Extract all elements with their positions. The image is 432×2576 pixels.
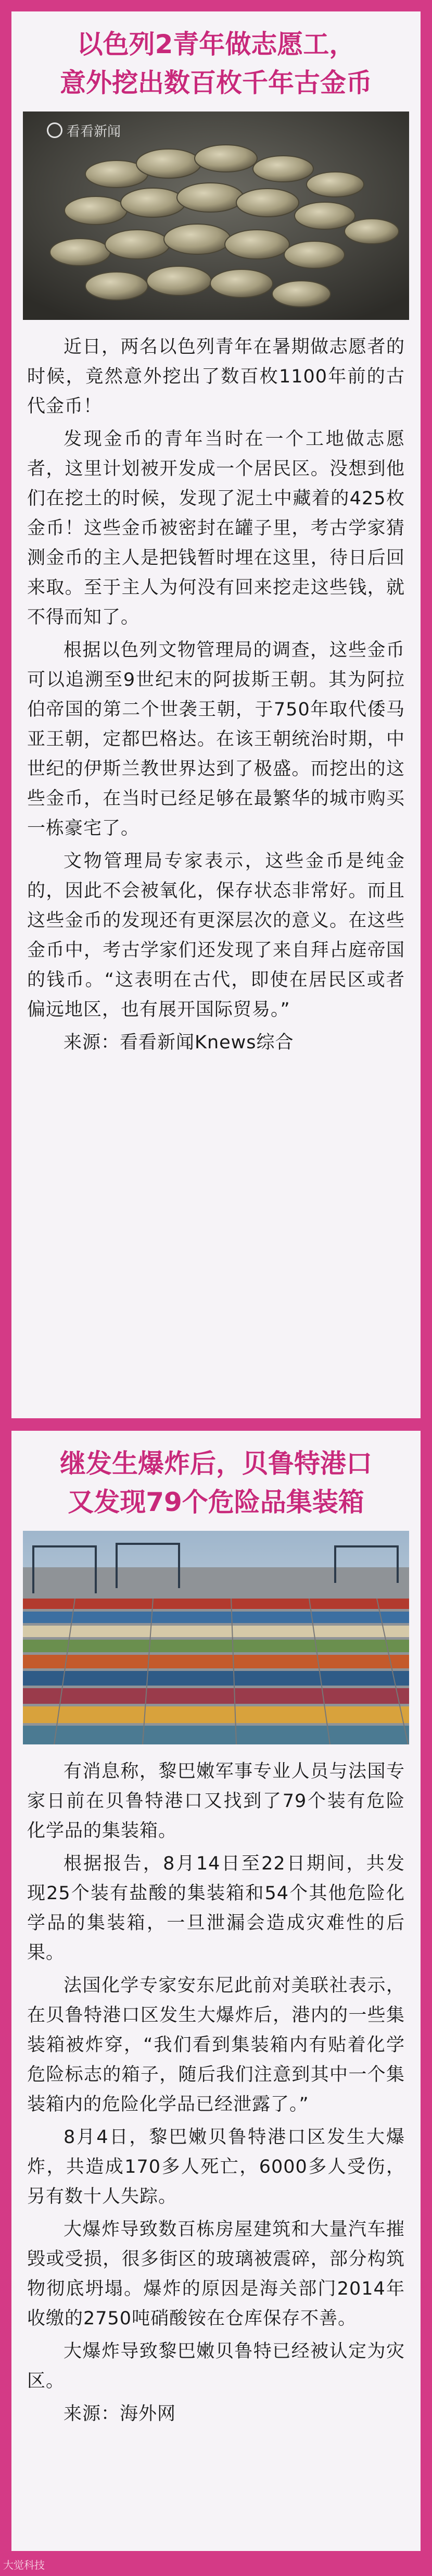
article-title [11, 1431, 421, 1521]
paragraph: 法国化学专家安东尼此前对美联社表示，在贝鲁特港口区发生大爆炸后，港内的一些集装箱被炸穿，“我们看到集装箱内有贴着化学危险标志的箱子，随后我们注意到其中一个集装箱内的危险化学品已经泄露了。” [27, 1975, 405, 2115]
article-title [11, 11, 421, 102]
port-image [23, 1531, 409, 1744]
article-card-beirut-port [11, 1431, 421, 2551]
article-source: 来源：看看新闻Knews综合 [63, 1032, 294, 1053]
photo-watermark: 看看新闻 [47, 121, 121, 140]
paragraph: 发现金币的青年当时在一个工地做志愿者，这里计划被开发成一个居民区。没想到他们在挖土的时候，发现了泥土中藏着的425枚金币！这些金币被密封在罐子里，考古学家猜测金币的主人是把钱暂时埋在这里，待日后回来取。至于主人为何没有回来挖走这些钱，就不得而知了。 [27, 429, 405, 628]
article-body [11, 1744, 421, 2429]
paragraph: 大爆炸导致数百栋房屋建筑和大量汽车摧毁或受损，很多街区的玻璃被震碎，部分构筑物彻底坍塌。爆炸的原因是海关部门2014年收缴的2750吨硝酸铵在仓库保存不善。 [27, 2219, 405, 2329]
paragraph: 大爆炸导致黎巴嫩贝鲁特已经被认定为灾区。 [27, 2341, 405, 2392]
paragraph: 根据报告，8月14日至22日期间，共发现25个装有盐酸的集装箱和54个其他危险化学品的集装箱，一旦泄漏会造成灾难性的后果。 [27, 1853, 405, 1963]
paragraph: 根据以色列文物管理局的调查，这些金币可以追溯至9世纪末的阿拔斯王朝。其为阿拉伯帝国的第二个世袭王朝，于750年取代倭马亚王朝，定都巴格达。在该王朝统治时期，中世纪的伊斯兰教世界达到了极盛。而挖出的这些金币，在当时已经足够在最繁华的城市购买一栋豪宅了。 [27, 640, 405, 839]
paragraph: 文物管理局专家表示，这些金币是纯金的，因此不会被氧化，保存状态非常好。而且这些金币的发现还有更深层次的意义。在这些金币中，考古学家们还发现了来自拜占庭帝国的钱币。“这表明在古代，即使在居民区或者偏远地区，也有展开国际贸易。” [27, 851, 405, 1020]
footer-logo: 大觉科技 [3, 2559, 45, 2571]
title-line-2: 意外挖出数百枚千年古金币 [60, 68, 372, 98]
paragraph: 有消息称，黎巴嫩军事专业人员与法国专家日前在贝鲁特港口又找到了79个装有危险化学品的集装箱。 [27, 1761, 405, 1841]
paragraph: 近日，两名以色列青年在暑期做志愿者的时候，竟然意外挖出了数百枚1100年前的古代金币！ [27, 337, 405, 417]
coins-image [23, 112, 409, 320]
title-line-2: 又发现79个危险品集装箱 [68, 1487, 364, 1517]
article-body [11, 320, 421, 1058]
title-line-1: 继发生爆炸后，贝鲁特港口 [60, 1448, 372, 1479]
paragraph: 8月4日，黎巴嫩贝鲁特港口区发生大爆炸，共造成170多人死亡，6000多人受伤，另有数十人失踪。 [27, 2127, 405, 2207]
article-source: 来源：海外网 [63, 2404, 176, 2424]
gold-coins-photo [23, 112, 409, 320]
port-containers-photo [23, 1531, 409, 1744]
article-card-gold-coins [11, 11, 421, 1418]
title-line-1: 以色列2青年做志愿工， [77, 29, 355, 59]
